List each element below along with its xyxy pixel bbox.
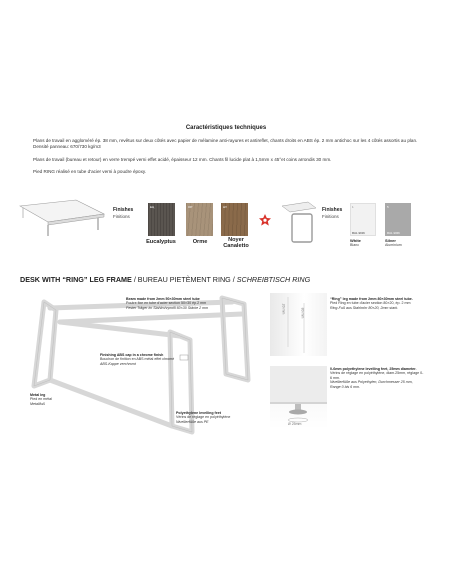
swatch-eucalyptus: ЕЦ	[148, 203, 175, 236]
swatch-name-orme: Orme	[192, 239, 208, 245]
spec-paragraph-3: Pied RING réalisé en tube d'acier verni à poudre époxy.	[33, 169, 147, 174]
section-heading: DESK WITH “RING” LEG FRAME / BUREAU PIETÈMENT RING / SCHREIBTISCH RING	[20, 275, 311, 284]
swatch-sub-white: Blanc	[350, 243, 359, 247]
note-ring: “Ring” leg made from 2mm 80×30mm steel tube. Pied Ring en tube d'acier section 80×20, ép. 2 mm Ring-Fuß aus Stahlrohr 80×20, 2mm stark.	[330, 297, 413, 310]
finishes-sub-left: Finitions	[113, 214, 130, 219]
spec-paragraph-1: Plans de travail en aggloméré ép. 38 mm, revêtus sur deux côtés avec papier de mélamine anti-rayures et antireflet, chants droits en ABS ép. 2 mm antichoc sur les 4 côtés assortis au plan. Densité panneau: 670/730 kg/m3	[33, 138, 418, 150]
ring-leg-sketch	[278, 200, 320, 246]
swatch-silver: 5 RAL 9006	[385, 203, 411, 236]
spec-paragraph-2: Plans de travail (bureau et retour) en verre trempé verni effet acidé, épaisseur 12 mm. Chants fil lucide plat à 1,5mm x 45°et coins arrondis 30 mm.	[33, 157, 332, 162]
note-leg: Metal leg Pied en métal Metallfuß	[30, 393, 52, 406]
swatch-name-eucalyptus: Eucalyptus	[146, 239, 176, 245]
note-cap: Finishing ABS cap in a chrome finish Bouchon de finition en ABS métal effet chromé ABS-Kappe verchromt	[100, 353, 175, 366]
swatch-name-noyer: Noyer Canaletto	[223, 237, 249, 249]
specs-title: Caractéristiques techniques	[185, 125, 267, 131]
swatch-white: 1 RAL 9016	[350, 203, 376, 236]
tube-section-image: 20 mm 80 mm	[270, 293, 327, 356]
swatch-noyer-canaletto: НУ	[221, 203, 248, 236]
finishes-label-left: Finishes	[113, 207, 134, 213]
finishes-sub-right: Finitions	[322, 214, 339, 219]
swatch-name-silver: Silver	[385, 238, 396, 243]
swatch-name-white: White	[350, 238, 361, 243]
finishes-label-right: Finishes	[322, 207, 343, 213]
desk-sketch	[18, 196, 108, 240]
swatch-orme: ОР	[186, 203, 213, 236]
note-feet: Polyethylene levelling feet Vérins de réglage en polyéthylène Nivellierfüße aus PE	[176, 411, 231, 424]
note-beam: Beam made from 2mm 50×30mm steel tube Poutre fixe en tube d'acier section 50×30 ép.2 mm Fester Träger im Stahlrohrprofil 60×30 Stärke 2 mm	[126, 297, 209, 310]
note-feet-detail: 0-6mm polyethylene levelling feet, 25mm diameter. Vérins de réglage en polyéthylène, diam.25mm, réglage 0-6 mm. Nivellierfüße aus Polyethylen, Durchmesser 25 mm, Range 0 bis 6 mm.	[330, 367, 424, 389]
swatch-sub-silver: Aluminium	[385, 243, 402, 247]
foot-detail-image: Ø 25mm	[270, 366, 327, 429]
star-icon	[258, 213, 272, 227]
